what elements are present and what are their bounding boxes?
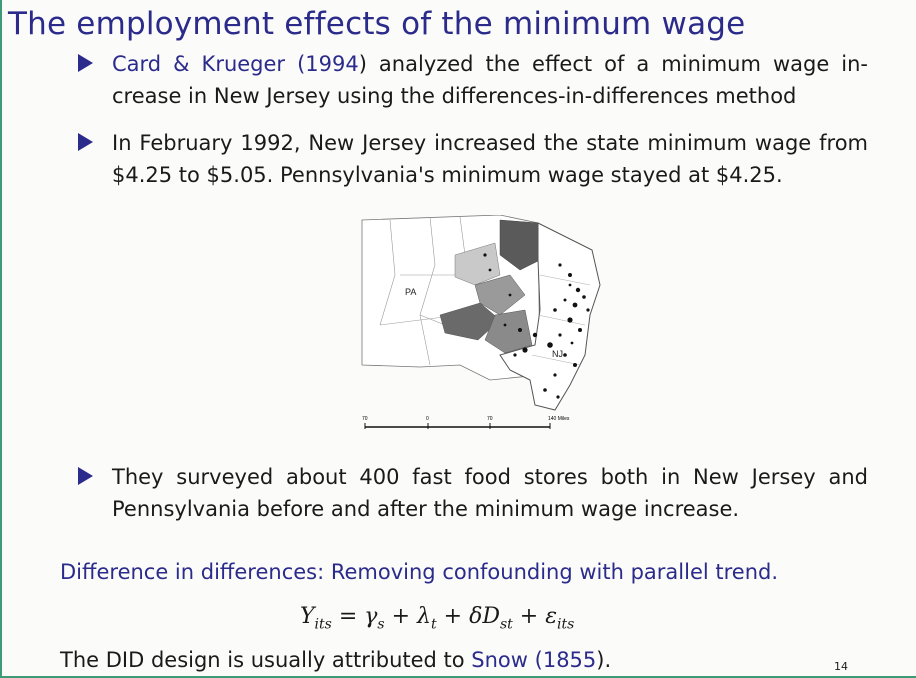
- eq-delta: δD: [469, 604, 500, 629]
- eq-epsilon-sub: its: [557, 616, 575, 633]
- pa-nj-county-map: [360, 215, 610, 435]
- bullet-item-2: [78, 127, 868, 191]
- slide-title: The employment effects of the minimum wage: [8, 6, 746, 42]
- bullet-triangle-icon: [78, 467, 93, 485]
- bullet-triangle-icon: [78, 54, 93, 72]
- bullet-item-1: [78, 48, 868, 112]
- attribution-suffix: ).: [596, 648, 612, 672]
- eq-epsilon: ε: [545, 604, 558, 629]
- map-label-pa: PA: [405, 287, 417, 297]
- eq-y: Y: [300, 604, 315, 629]
- scale-tick-1: 70: [362, 416, 368, 422]
- scale-tick-2: 0: [426, 416, 429, 422]
- eq-lambda: λ: [417, 604, 431, 629]
- eq-delta-sub: st: [499, 616, 513, 633]
- map-scale-bar: [362, 416, 570, 429]
- eq-lambda-sub: t: [431, 616, 437, 633]
- bullet-item-3: [78, 461, 868, 525]
- eq-y-sub: its: [314, 616, 332, 633]
- citation-link-card-krueger[interactable]: Card & Krueger (1994: [112, 52, 359, 76]
- bullet-text-1: [112, 48, 868, 112]
- bullet-triangle-icon: [78, 133, 93, 151]
- eq-gamma: γ: [364, 604, 378, 629]
- citation-link-snow[interactable]: Snow (1855: [471, 648, 597, 672]
- eq-gamma-sub: s: [377, 616, 385, 633]
- bullet-text-1-body: ) analyzed the effect of a minimum wage in-crease in New Jersey using the differences-in-differences method: [112, 52, 868, 108]
- slide-frame-left: [0, 0, 2, 678]
- scale-tick-4: 140 Miles: [548, 416, 570, 422]
- bullet-text-3: They surveyed about 400 fast food stores both in New Jersey and Pennsylvania before and after the minimum wage increase.: [112, 465, 868, 521]
- scale-tick-3: 70: [487, 416, 493, 422]
- bullet-text-2: In February 1992, New Jersey increased the state minimum wage from $4.25 to $5.05. Pennsylvania's minimum wage stayed at $4.25.: [112, 131, 868, 187]
- page-number: 14: [834, 660, 848, 673]
- did-equation: $Y_{its} = \gamma_s + \lambda_t + \delta D_{st} + \varepsilon_{its}$: [300, 604, 575, 633]
- attribution-line: [60, 648, 611, 672]
- attribution-prefix: The DID design is usually attributed to: [60, 648, 472, 672]
- map-label-nj: NJ: [552, 349, 563, 359]
- did-heading: Difference in differences: Removing confounding with parallel trend.: [60, 560, 779, 584]
